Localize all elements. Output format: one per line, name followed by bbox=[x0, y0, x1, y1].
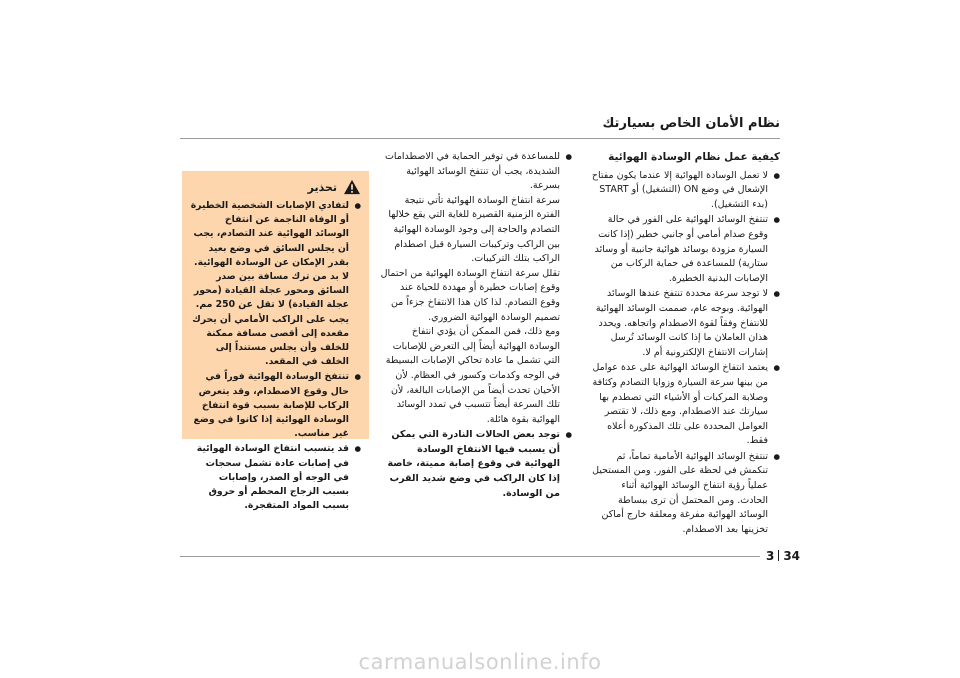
page-index: 34 bbox=[783, 549, 801, 563]
warning-triangle-icon bbox=[343, 179, 361, 195]
watermark: carmanualsonline.info bbox=[358, 650, 602, 674]
list-item-bold: ● توجد بعض الحالات النادرة التي يمكن أن يسبب فيها الانتفاخ الوسادة الهوائية في وقوع إصابة مميتة، خاصة إذا كان الراكب في وضع شديد القرب من الوسادة. bbox=[380, 428, 572, 501]
warning-list bbox=[190, 199, 361, 513]
bullet-list bbox=[590, 169, 780, 538]
middle-column bbox=[380, 150, 572, 502]
page-header-title: نظام الأمان الخاص بسيارتك bbox=[602, 116, 780, 131]
warning-item: ● قد يتسبب انتفاخ الوسادة الهوائية في إصابات عادة تشمل سحجات في الوجه أو الصدر، وإصابات بسبب الزجاج المحطم أو حروق بسبب المواد المتفجرة. bbox=[190, 442, 361, 513]
page-number bbox=[760, 549, 806, 563]
right-column bbox=[590, 150, 780, 538]
list-item: ● للمساعدة في توفير الحماية في الاصطدامات الشديدة، يجب أن تنتفخ الوسائد الهوائية بسرعة. سرعة انتفاخ الوسادة الهوائية تأتي نتيجة الفترة الزمنية القصيرة للغاية التي يقع خلالها التصادم والحاجة إلى وجود الوسادة الهوائية بين الراكب وتركيبات السيارة قبل اصطدام الراكب بتلك التركيبات. تقلل سرعة انتفاخ الوسادة الهوائية من احتمال وقوع إصابات خطيرة أو مهددة للحياة عند وقوع التصادم. لذا كان هذا الانتفاخ جزءاً من تصميم الوسادة الهوائية الضروري. ومع ذلك، فمن الممكن أن يؤدي انتفاخ الوسادة الهوائية أيضاً إلى التعرض للإصابات التي تشمل ما عادة تحاكي الإصابات البسيطة في الوجه وكدمات وكسور في العظام. لأن الأحيان تحدث أيضاً من الإصابات البالغة، لأن تلك السرعة أيضاً تتسبب في تمدد الوسائد الهوائية بقوة هائلة. bbox=[380, 150, 572, 427]
footer-divider bbox=[180, 556, 780, 557]
page-section: 3 bbox=[765, 549, 775, 563]
list-item: ● لا توجد سرعة محددة تنتفخ عندها الوسائد الهوائية. وبوجه عام، صممت الوسائد الهوائية للانتفاخ وفقاً لقوة الاصطدام واتجاهه. ويحدد هذان العاملان ما إذا كانت الوسائد تُرسل إشارات الانتفاخ الإلكترونية أم لا. bbox=[590, 287, 780, 360]
list-item: ● تنتفخ الوسائد الهوائية على الفور في حالة وقوع صدام أمامي أو جانبي خطير (إذا كانت السيارة مزودة بوسائد هوائية جانبية أو وسائد ستارية) للمساعدة في حماية الركاب من الإصابات البدنية الخطيرة. bbox=[590, 213, 780, 286]
warning-title: تحذير bbox=[307, 180, 337, 194]
warning-header bbox=[190, 179, 361, 195]
section-title: كيفية عمل نظام الوسادة الهوائية bbox=[608, 151, 780, 163]
bullet-list bbox=[380, 150, 572, 501]
list-item: ● تنتفخ الوسائد الهوائية الأمامية تماماً، ثم تنكمش في لحظة على الفور. ومن المستحيل عملياً رؤية انتفاخ الوسائد الهوائية أثناء الحادث. ومن المحتمل أن ترى ببساطة الوسائد الهوائية مفرغة ومعلقة خارج أماكن تخزينها بعد الاصطدام. bbox=[590, 450, 780, 538]
list-item: ● يعتمد انتفاخ الوسائد الهوائية على عدة عوامل من بينها سرعة السيارة وزوايا التصادم وكثافة وصلابة المركبات أو الأشياء التي تصطدم بها سيارتك عند الاصطدام. ومع ذلك، لا تقتصر العوامل المحددة على تلك المذكورة أعلاه فقط. bbox=[590, 361, 780, 449]
warning-box bbox=[182, 171, 369, 512]
list-item: ● لا تعمل الوسادة الهوائية إلا عندما يكون مفتاح الإشعال في وضع ON (التشغيل) أو START (بدء التشغيل). bbox=[590, 169, 780, 213]
warning-item: ● لتفادي الإصابات الشخصية الخطيرة أو الوفاة الناجمة عن انتفاخ الوسائد الهوائية عند التصادم، يجب أن يجلس السائق في وضع بعيد بقدر الإمكان عن الوسادة الهوائية. لا بد من ترك مسافة بين صدر السائق ومحور عجلة القيادة (محور عجلة القيادة) لا تقل عن 250 مم. يجب على الراكب الأمامي أن يحرك مقعده إلى أقصى مسافة ممكنة للخلف وأن يجلس مستنداً إلى الخلف في المقعد. bbox=[190, 199, 361, 369]
page-number-separator bbox=[778, 550, 779, 561]
warning-item: ● تنتفخ الوسادة الهوائية فوراً في حال وقوع الاصطدام، وقد يتعرض الركاب للإصابة بسبب قوة انتفاخ الوسادة الهوائية إذا كانوا في وضع غير مناسب. bbox=[190, 370, 361, 441]
header-divider bbox=[180, 138, 780, 139]
